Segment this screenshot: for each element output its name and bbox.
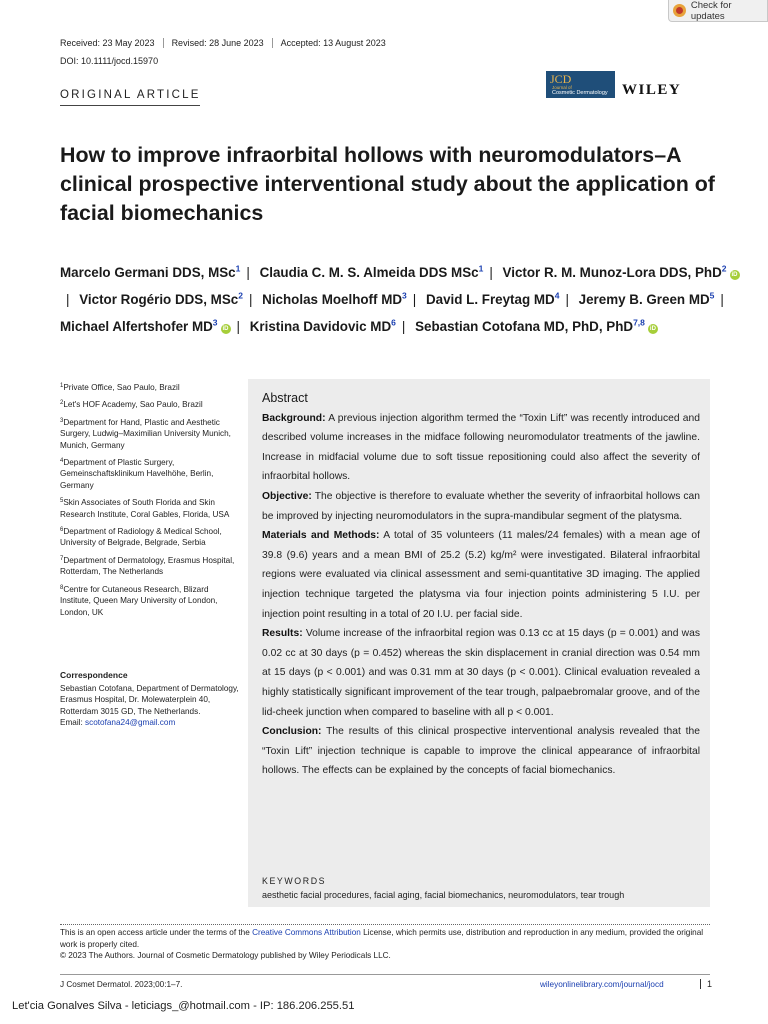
abstract-heading: Abstract xyxy=(262,391,308,405)
affiliations xyxy=(60,381,240,623)
orcid-icon[interactable]: iD xyxy=(649,325,656,332)
author-separator: | xyxy=(66,292,70,308)
abstract-section xyxy=(262,526,700,624)
license-divider xyxy=(60,924,710,925)
crossmark-icon xyxy=(673,4,686,17)
author-affiliation-number[interactable]: 1 xyxy=(478,264,484,274)
affiliation-item xyxy=(60,496,240,520)
author-separator: | xyxy=(565,292,569,308)
affiliation-item xyxy=(60,554,240,578)
author-list xyxy=(60,258,740,338)
publication-dates xyxy=(60,38,394,48)
author-name: Marcelo Germani DDS, MSc xyxy=(60,265,236,281)
author-separator: | xyxy=(412,292,417,308)
affiliation-item xyxy=(60,416,240,451)
author-name: Victor Rogério DDS, MSc xyxy=(79,292,239,308)
author xyxy=(60,265,240,280)
author-separator: | xyxy=(720,292,724,308)
correspondence-email-line xyxy=(60,717,250,728)
journal-citation: J Cosmet Dermatol. 2023;00:1–7. xyxy=(60,980,183,989)
author-affiliation-number[interactable]: 4 xyxy=(554,290,560,301)
author xyxy=(79,292,243,307)
affiliation-text: Skin Associates of South Florida and Skin Research Institute, Coral Gables, Florida, USA xyxy=(60,498,230,519)
affiliation-text: Let's HOF Academy, Sao Paulo, Brazil xyxy=(63,400,203,410)
author-affiliation-number[interactable]: 5 xyxy=(709,290,715,301)
affiliation-item xyxy=(60,525,240,549)
affiliation-text: Department of Radiology & Medical School, University of Belgrade, Belgrade, Serbia xyxy=(60,527,222,548)
abstract-content xyxy=(262,389,700,781)
abstract-section xyxy=(262,409,700,487)
abstract-box xyxy=(248,379,710,907)
abstract-section xyxy=(262,722,700,781)
author-separator: | xyxy=(236,318,240,334)
author-name: Victor R. M. Munoz-Lora DDS, PhD xyxy=(502,265,722,281)
abstract-section-text: The objective is therefore to evaluate whether the severity of infraorbital hollows can be improved by injecting neuromodulators in the supra-mandibular segment of the platysma. xyxy=(262,490,701,522)
author xyxy=(426,292,559,307)
author-affiliation-number[interactable]: 7,8 xyxy=(633,317,645,328)
author-name: Jeremy B. Green MD xyxy=(578,292,710,308)
journal-logo: JCD Journal of Cosmetic Dermatology xyxy=(546,71,615,98)
author xyxy=(415,319,658,334)
check-for-updates-button[interactable] xyxy=(668,0,768,22)
affiliation-text: Centre for Cutaneous Research, Blizard Institute, Queen Mary University of London, London, UK xyxy=(60,584,218,617)
correspondence-address: Sebastian Cotofana, Department of Dermatology, Erasmus Hospital, Dr. Molewaterplein 40, Rotterdam 3015 GD, The Netherlands. xyxy=(60,684,239,716)
affiliation-number: 3 xyxy=(60,417,64,424)
license-pre: This is an open access article under the terms of the xyxy=(60,928,250,937)
article-title: How to improve infraorbital hollows with neuromodulators–A clinical prospective interventional study about the application of facial biomechanics xyxy=(60,143,715,225)
email-link[interactable]: scotofana24@gmail.com xyxy=(85,718,176,728)
abstract-section xyxy=(262,624,700,722)
accepted-date: Accepted: 13 August 2023 xyxy=(272,38,394,48)
affiliation-item xyxy=(60,456,240,491)
check-for-updates-label: Check for updates xyxy=(690,0,732,22)
author-affiliation-number[interactable]: 6 xyxy=(391,317,396,328)
abstract-section-label: Objective: xyxy=(262,490,312,502)
abstract-section xyxy=(262,487,700,526)
orcid-icon[interactable]: iD xyxy=(222,325,229,332)
abstract-section-text: Volume increase of the infraorbital region was 0.13 cc at 15 days (p = 0.001) and was 0.02 cc at 30 days (p = 0.452) whereas the skin displacement in cranial direction was 0.54 mm at 15 days (p < 0.001) and was 0.31 mm at 30 days (p < 0.001). Clinical evaluation revealed a highly statistically significant improvement of the tear trough, palpaebromalar groove, and of the lid-cheek junction when compared to baseline with all p < 0.001. xyxy=(262,628,700,718)
abstract-section-text: A total of 35 volunteers (11 males/24 females) with a mean age of 39.8 (9.6) years and a mean BMI of 25.2 (5.2) kg/m² were investigated. Bilateral infraorbital regions were evaluated via clinical assessment and semi-quantitative 3D imaging. The applied injection technique targeted the platysma via four injection points administering 5 I.U. per injection point resulting in a total of 20 I.U. per facial side. xyxy=(262,530,700,620)
author-affiliation-number[interactable]: 3 xyxy=(212,317,218,328)
author-name: David L. Freytag MD xyxy=(425,292,555,308)
revised-date: Revised: 28 June 2023 xyxy=(163,38,272,48)
author-separator: | xyxy=(401,318,406,334)
license-link[interactable]: Creative Commons Attribution xyxy=(252,928,361,937)
author-name: Michael Alfertshofer MD xyxy=(60,318,213,334)
publisher-logo: WILEY xyxy=(622,82,682,98)
author-affiliation-number[interactable]: 2 xyxy=(721,264,727,274)
affiliation-number: 8 xyxy=(60,584,64,591)
affiliation-item xyxy=(60,381,240,393)
author xyxy=(260,265,484,280)
author xyxy=(503,265,740,280)
orcid-icon[interactable]: iD xyxy=(731,272,738,279)
license-text xyxy=(60,927,720,962)
email-label: Email: xyxy=(60,718,83,728)
correspondence-heading: Correspondence xyxy=(60,670,128,680)
author xyxy=(262,292,407,307)
author-affiliation-number[interactable]: 1 xyxy=(235,264,241,274)
correspondence xyxy=(60,683,250,729)
affiliation-text: Department for Hand, Plastic and Aesthetic Surgery, Ludwig–Maximilian University Munich, Munich, Germany xyxy=(60,417,231,450)
author-name: Nicholas Moelhoff MD xyxy=(262,292,403,308)
author-name: Sebastian Cotofana MD, PhD, PhD xyxy=(415,318,634,334)
author-name: Claudia C. M. S. Almeida DDS MSc xyxy=(259,265,479,281)
article-type-underline xyxy=(60,105,200,106)
author xyxy=(579,292,715,307)
affiliation-number: 1 xyxy=(60,383,64,389)
abstract-section-label: Conclusion: xyxy=(262,726,322,738)
abstract-sections xyxy=(262,409,700,781)
affiliation-number: 6 xyxy=(60,527,64,534)
author xyxy=(60,319,231,334)
copyright: © 2023 The Authors. Journal of Cosmetic Dermatology published by Wiley Periodicals LLC. xyxy=(60,951,391,961)
footer-divider xyxy=(60,974,710,975)
abstract-section-text: The results of this clinical prospective interventional analysis revealed that the “Toxin Lift” injection technique is capable to improve the clinical appearance of infraorbital hollows. The effects can be explained by the concepts of facial biomechanics. xyxy=(262,726,700,777)
affiliation-text: Department of Plastic Surgery, Gemeinschaftsklinikum Havelhöhe, Berlin, Germany xyxy=(60,458,214,490)
abstract-section-label: Background: xyxy=(262,412,326,424)
article-type: ORIGINAL ARTICLE xyxy=(60,89,201,101)
doi: DOI: 10.1111/jocd.15970 xyxy=(60,56,159,66)
author-separator: | xyxy=(489,265,493,281)
keywords: aesthetic facial procedures, facial aging, facial biomechanics, neuromodulators, tear trough xyxy=(262,890,625,900)
abstract-section-text: A previous injection algorithm termed the “Toxin Lift” was recently introduced and described volume increases in the midface following neuromodulator treatments of the jawline. Increase in midfacial volume due to soft tissue repositioning could also affect the severity of infraorbital hollows. xyxy=(262,412,700,483)
author-affiliation-number[interactable]: 3 xyxy=(402,290,407,301)
received-date: Received: 23 May 2023 xyxy=(60,38,155,48)
license-post: License, which permits use, distribution and reproduction in any medium, provided the original work is properly cited. xyxy=(60,928,704,949)
abstract-section-label: Materials and Methods: xyxy=(262,530,380,542)
abstract-section-label: Results: xyxy=(262,628,303,640)
keywords-heading: KEYWORDS xyxy=(262,876,327,886)
author-separator: | xyxy=(246,265,250,281)
affiliation-text: Department of Dermatology, Erasmus Hospital, Rotterdam, The Netherlands xyxy=(60,555,235,577)
affiliation-number: 5 xyxy=(60,498,64,505)
affiliation-text: Private Office, Sao Paulo, Brazil xyxy=(63,383,180,392)
author-separator: | xyxy=(248,292,253,308)
affiliation-number: 7 xyxy=(60,555,64,562)
author-name: Kristina Davidovic MD xyxy=(249,318,392,334)
affiliation-number: 2 xyxy=(60,400,64,407)
author-affiliation-number[interactable]: 2 xyxy=(238,290,243,301)
page-number: 1 xyxy=(700,979,712,989)
author xyxy=(250,319,396,334)
affiliation-item xyxy=(60,583,240,618)
download-watermark: Let'cia Gonalves Silva - leticiags_@hotmail.com - IP: 186.206.255.51 xyxy=(12,1000,355,1012)
journal-url-link[interactable]: wileyonlinelibrary.com/journal/jocd xyxy=(540,980,664,989)
affiliation-item xyxy=(60,398,240,410)
affiliation-number: 4 xyxy=(60,458,64,465)
